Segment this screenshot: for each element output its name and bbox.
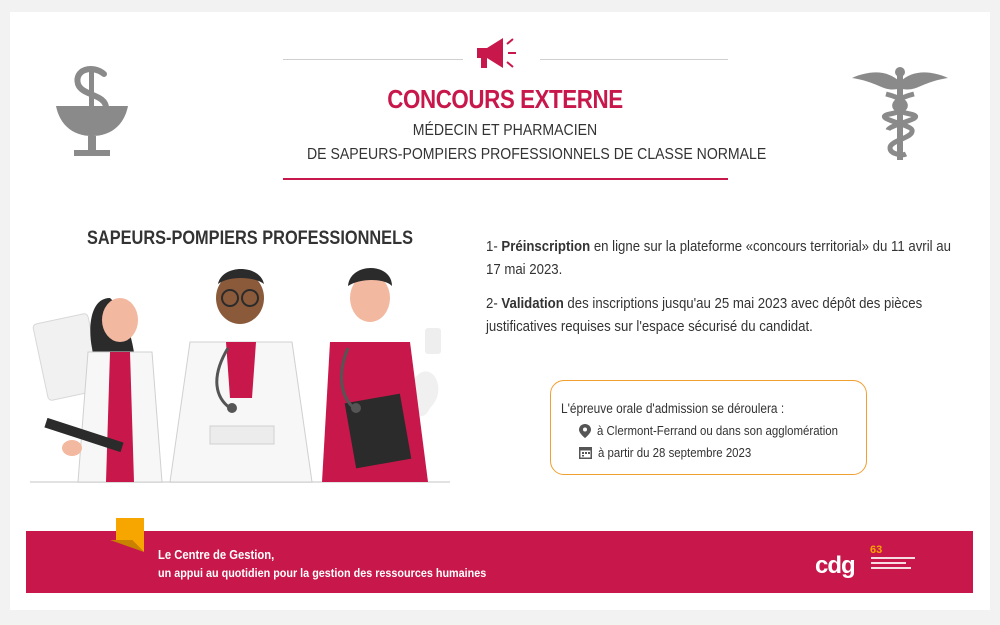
step-keyword: Validation <box>501 295 564 312</box>
step-preinscription <box>486 235 952 281</box>
cdg-logo-text: cdg <box>815 552 855 579</box>
title-underline <box>283 178 728 180</box>
pharmacy-bowl-of-hygieia-icon <box>52 64 132 164</box>
step-number: 1- <box>486 238 502 255</box>
oral-exam-info-box <box>550 380 867 475</box>
map-pin-icon <box>579 424 591 438</box>
cdg-logo <box>815 544 915 582</box>
megaphone-icon <box>473 34 523 74</box>
info-title: L'épreuve orale d'admission se déroulera : <box>561 401 785 416</box>
page-title: CONCOURS EXTERNE <box>387 84 623 114</box>
subtitle-line-2: DE SAPEURS-POMPIERS PROFESSIONNELS DE CLASSE NORMALE <box>307 146 767 163</box>
three-medical-staff-illustration <box>30 258 450 488</box>
info-location-row <box>579 423 871 438</box>
caduceus-icon <box>850 64 950 164</box>
cdg-logo-number: 63 <box>870 544 883 556</box>
subtitle-line-1: MÉDECIN ET PHARMACIEN <box>412 122 598 139</box>
info-location: à Clermont-Ferrand ou dans son agglomération <box>597 423 839 438</box>
info-date-row <box>579 445 772 460</box>
footer-line-1: Le Centre de Gestion, <box>158 548 275 562</box>
cdg-logo-tagline <box>871 557 915 577</box>
header-line-left <box>283 59 463 60</box>
step-text: des inscriptions jusqu'au 25 mai 2023 avec dépôt des pièces justificatives requises sur l'espace sécurisé du candidat. <box>486 295 923 335</box>
footer-orange-corner <box>110 518 144 552</box>
step-keyword: Préinscription <box>501 238 591 255</box>
left-heading: SAPEURS-POMPIERS PROFESSIONNELS <box>87 228 413 249</box>
calendar-icon <box>579 446 592 459</box>
step-number: 2- <box>486 295 502 312</box>
step-text: en ligne sur la plateforme «concours territorial» du 11 avril au 17 mai 2023. <box>486 238 951 278</box>
footer-line-2: un appui au quotidien pour la gestion des ressources humaines <box>158 566 487 580</box>
info-date: à partir du 28 septembre 2023 <box>598 445 752 460</box>
step-validation <box>486 292 952 338</box>
header-line-right <box>540 59 728 60</box>
